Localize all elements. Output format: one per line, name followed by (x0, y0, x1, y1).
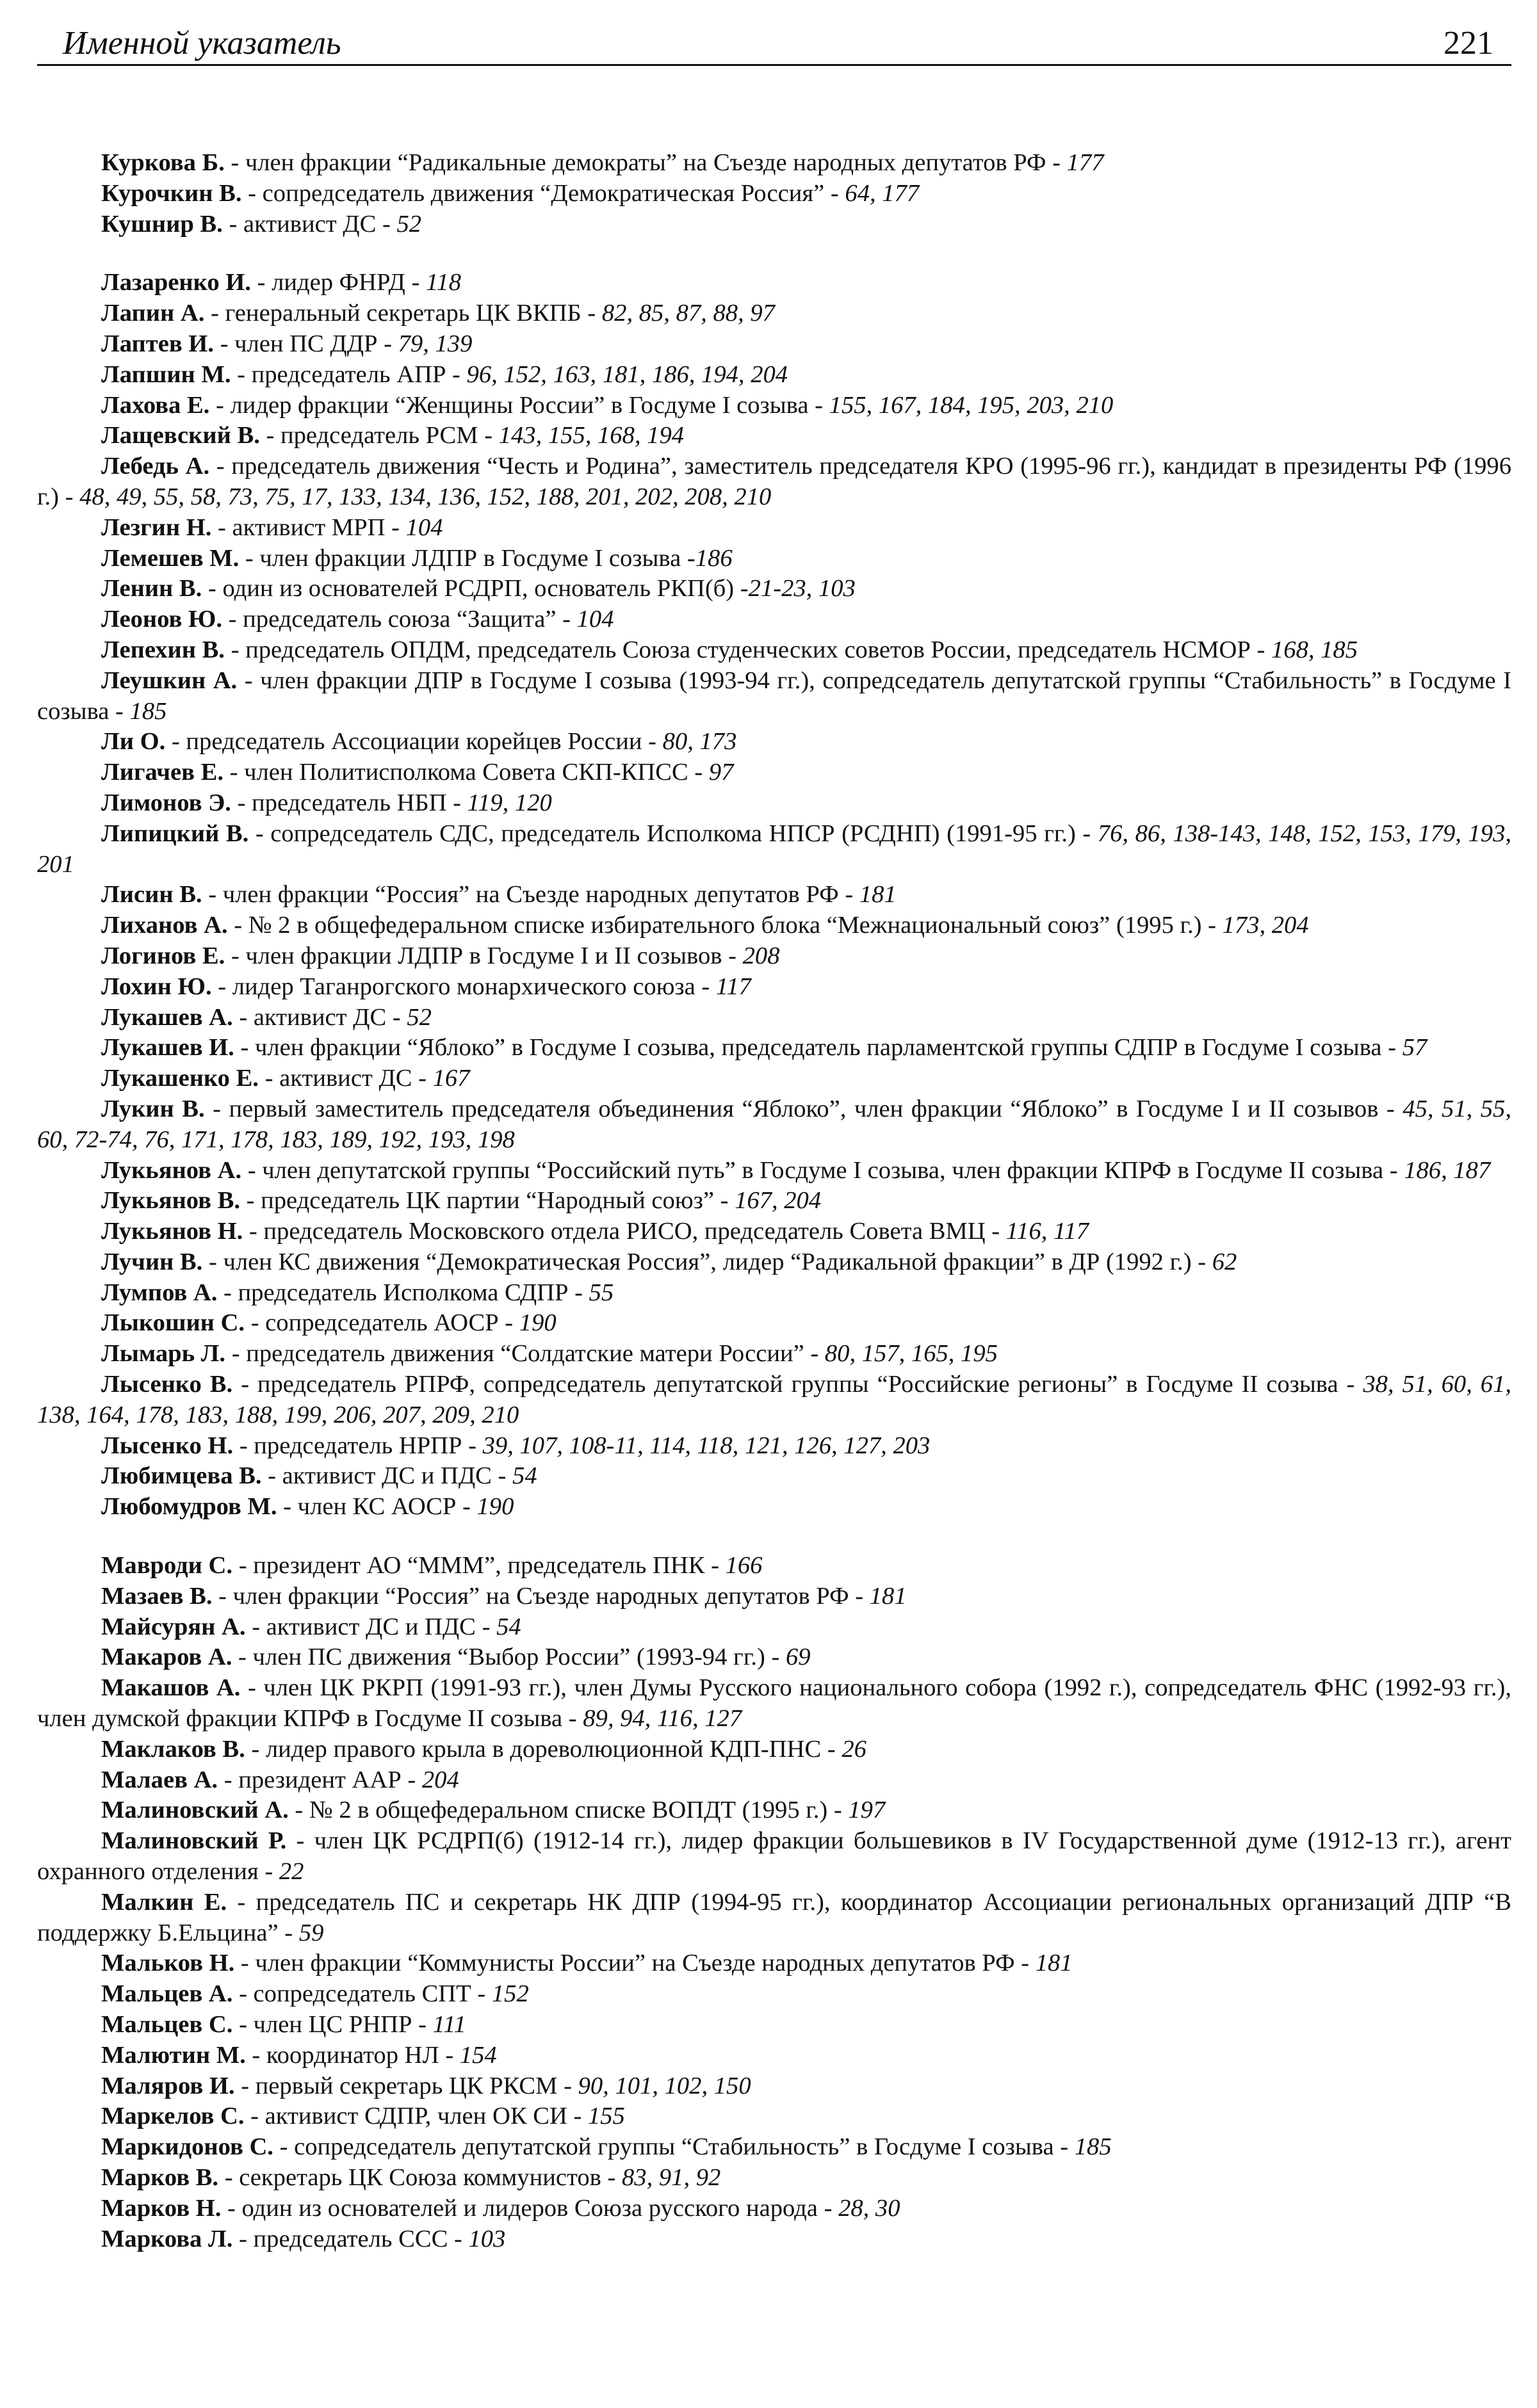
entry-name: Мальцев А. (101, 1980, 233, 2008)
entry-description: - активист ДС и ПДС - (245, 1613, 497, 1640)
entry-description: - активист МРП - (211, 513, 406, 541)
entry-name: Лысенко В. (101, 1371, 233, 1398)
index-entry (37, 1979, 1511, 2010)
entry-description: - сопредседатель движения “Демократическая Россия” - (241, 179, 845, 207)
index-entry (37, 2071, 1511, 2102)
index-entry (37, 880, 1511, 910)
index-entry (37, 1642, 1511, 1673)
index-entry (37, 2224, 1511, 2255)
entry-name: Лапин А. (101, 300, 205, 327)
entry-name: Любомудров М. (101, 1493, 277, 1521)
index-entry (37, 574, 1511, 604)
index-entry (37, 1612, 1511, 1643)
entry-name: Маркова Л. (101, 2225, 233, 2252)
entry-description: - президент АО “МММ”, председатель ПНК - (232, 1552, 726, 1580)
entry-page-refs: 59 (298, 1919, 324, 1946)
entry-description: - член КС АОСР - (277, 1493, 477, 1521)
entry-name: Лимонов Э. (101, 789, 231, 816)
entry-name: Кушнир В. (101, 210, 223, 238)
entry-description: - сопредседатель депутатской группы “Стабильность” в Госдуме I созыва - (273, 2133, 1075, 2161)
entry-name: Мавроди С. (101, 1552, 233, 1580)
entry-page-refs: 117 (715, 973, 751, 1000)
index-entry (37, 1734, 1511, 1765)
entry-name: Малютин М. (101, 2041, 246, 2069)
entry-page-refs: 167 (432, 1065, 470, 1092)
entry-page-refs: 111 (432, 2011, 466, 2039)
entry-description: - лидер правого крыла в дореволюционной КДП-ПНС - (245, 1735, 842, 1763)
entry-page-refs: 186 (695, 544, 733, 572)
entry-page-refs: 167, 204 (735, 1187, 822, 1215)
entry-page-refs: 52 (396, 210, 422, 238)
entry-page-refs: 54 (512, 1462, 537, 1490)
index-entry (37, 1581, 1511, 1612)
index-entry (37, 1156, 1511, 1186)
entry-page-refs: 83, 91, 92 (622, 2164, 721, 2191)
entry-description: - член ПС движения “Выбор России” (1993-94 гг.) - (232, 1644, 786, 1671)
entry-name: Мазаев В. (101, 1582, 213, 1610)
index-entry (37, 1247, 1511, 1278)
entry-name: Маклаков В. (101, 1735, 245, 1763)
entry-name: Мальков Н. (101, 1950, 235, 1977)
entry-page-refs: 208 (742, 942, 780, 969)
entry-description: - член депутатской группы “Российский путь” в Госдуме I созыва, член фракции КПРФ в Госдуме II созыва - (241, 1156, 1404, 1184)
entry-page-refs: 90, 101, 102, 150 (578, 2072, 751, 2099)
index-entry (37, 941, 1511, 972)
entry-name: Маркидонов С. (101, 2133, 273, 2161)
entry-name: Макашов А. (101, 1674, 241, 1702)
entry-description: - член фракции ЛДПР в Госдуме I и II созывов - (225, 942, 743, 969)
entry-description: - председатель АПР - (231, 360, 467, 388)
entry-name: Лиханов А. (101, 912, 228, 939)
entry-page-refs: 185 (1074, 2133, 1112, 2161)
entry-name: Лукашев А. (101, 1003, 233, 1031)
entry-name: Лезгин Н. (101, 513, 212, 541)
index-entry (37, 451, 1511, 513)
page-number: 221 (1443, 25, 1493, 61)
entry-description: - председатель НБП - (231, 789, 468, 816)
running-header (37, 15, 1511, 66)
entry-page-refs: 76, 86, 138-143, 148, 152, 153, 179, 193, 201 (37, 820, 1511, 878)
index-entry (37, 2194, 1511, 2224)
entry-description: - председатель Исполкома СДПР - (217, 1279, 589, 1306)
entry-page-refs: 28, 30 (838, 2194, 900, 2222)
entry-description: - член ЦС РНПР - (232, 2011, 433, 2039)
entry-page-refs: 97 (708, 759, 734, 786)
entry-name: Маркелов С. (101, 2103, 245, 2130)
entry-description: - член ЦК РКРП (1991-93 гг.), член Думы Русского национального собора (1992 г.), сопредседатель ФНС (1992-93 гг.), член думской фракции КПРФ в Госдуме II созыва - (37, 1674, 1512, 1733)
index-entry (37, 666, 1511, 727)
index-entry (37, 1431, 1511, 1462)
index-entry (37, 360, 1511, 391)
entry-page-refs: 89, 94, 116, 127 (583, 1705, 742, 1733)
index-entry (37, 329, 1511, 360)
index-entry (37, 1033, 1511, 1063)
entry-description: - председатель ЦК партии “Народный союз” - (240, 1187, 735, 1215)
entry-page-refs: 197 (848, 1797, 886, 1824)
entry-description: - первый заместитель председателя объединения “Яблоко”, член фракции “Яблоко” в Госдуме I и II созывов - (204, 1095, 1403, 1122)
entry-page-refs: 177 (1066, 149, 1104, 176)
entry-description: - председатель ПС и секретарь НК ДПР (1994-95 гг.), координатор Ассоциации региональных организаций ДПР “В поддержку Б.Ельцина” - (37, 1888, 1511, 1946)
index-entry (37, 2101, 1511, 2132)
entry-name: Курочкин В. (101, 179, 242, 207)
entry-name: Майсурян А. (101, 1613, 246, 1640)
entry-page-refs: 181 (859, 881, 897, 909)
index-entry (37, 2040, 1511, 2071)
entry-description: - председатель движения “Солдатские матери России” - (225, 1340, 825, 1368)
index-entry (37, 1278, 1511, 1309)
index-entry (37, 1003, 1511, 1033)
entry-description: - председатель ССС - (232, 2225, 469, 2252)
index-entry (37, 2132, 1511, 2163)
entry-name: Макаров А. (101, 1644, 232, 1671)
entry-description: - председатель союза “Защита” - (222, 606, 577, 633)
index-entry (37, 268, 1511, 298)
entry-name: Куркова Б. (101, 149, 225, 176)
entry-page-refs: 154 (459, 2041, 497, 2069)
entry-description: - председатель ОПДМ, председатель Союза студенческих советов России, председатель НСМОР - (224, 636, 1271, 663)
entry-description: - активист ДС - (232, 1003, 407, 1031)
entry-page-refs: 22 (279, 1858, 304, 1886)
index-entry (37, 1063, 1511, 1094)
entry-page-refs: 54 (496, 1613, 521, 1640)
entry-description: - № 2 в общефедеральном списке ВОПДТ (1995 г.) - (288, 1797, 849, 1824)
entry-description: - лидер Таганрогского монархического союза - (211, 973, 716, 1000)
index-entry (37, 788, 1511, 819)
index-entry (37, 1887, 1511, 1949)
index-entry (37, 819, 1511, 880)
entry-name: Малкин Е. (101, 1888, 227, 1916)
entry-name: Лебедь А. (101, 453, 210, 480)
entry-page-refs: 48, 49, 55, 58, 73, 75, 17, 133, 134, 136, 152, 188, 201, 202, 208, 210 (79, 483, 772, 510)
entry-name: Лукьянов А. (101, 1156, 242, 1184)
entry-description: - активист ДС - (258, 1065, 433, 1092)
index-entry (37, 1461, 1511, 1492)
entry-description: - № 2 в общефедеральном списке избирательного блока “Межнациональный союз” (1995 г.) - (227, 912, 1223, 939)
entry-name: Липицкий В. (101, 820, 249, 847)
index-entry (37, 1370, 1511, 1431)
entry-name: Малиновский А. (101, 1797, 289, 1824)
entry-name: Лукашенко Е. (101, 1065, 259, 1092)
entry-description: - лидер фракции “Женщины России” в Госдуме I созыва - (209, 391, 829, 419)
entry-name: Лукьянов Н. (101, 1218, 243, 1245)
entry-page-refs: 26 (842, 1735, 866, 1763)
index-letter-group (37, 1551, 1511, 2254)
index-entry (37, 727, 1511, 757)
entry-name: Лащевский В. (101, 422, 260, 449)
entry-name: Логинов Е. (101, 942, 225, 969)
entry-description: - генеральный секретарь ЦК ВКПБ - (204, 300, 602, 327)
entry-description: - сопредседатель СПТ - (232, 1980, 492, 2008)
index-entry (37, 1186, 1511, 1216)
entry-name: Малиновский Р. (101, 1827, 287, 1855)
entry-description: - первый секретарь ЦК РКСМ - (234, 2072, 578, 2099)
index-entry (37, 1094, 1511, 1156)
index-entry (37, 1492, 1511, 1523)
name-index (37, 148, 1511, 2254)
running-header-title: Именной указатель (63, 25, 341, 61)
index-entry (37, 544, 1511, 574)
index-entry (37, 1826, 1511, 1887)
entry-page-refs: 96, 152, 163, 181, 186, 194, 204 (466, 360, 788, 388)
entry-description: - член КС движения “Демократическая Россия”, лидер “Радикальной фракции” в ДР (1992 г.) - (202, 1248, 1212, 1275)
entry-description: - член фракции “Россия” на Съезде народных депутатов РФ - (212, 1582, 870, 1610)
entry-page-refs: 82, 85, 87, 88, 97 (601, 300, 775, 327)
entry-page-refs: 186, 187 (1404, 1156, 1491, 1184)
entry-page-refs: 62 (1212, 1248, 1237, 1275)
index-letter-group (37, 148, 1511, 239)
entry-name: Лепехин В. (101, 636, 225, 663)
entry-name: Лапшин М. (101, 360, 231, 388)
entry-description: - член фракции “Яблоко” в Госдуме I созыва, председатель парламентской группы СДПР в Госдуме I созыва - (234, 1034, 1403, 1062)
index-entry (37, 910, 1511, 941)
entry-description: - активист СДПР, член ОК СИ - (244, 2103, 588, 2130)
entry-page-refs: 116, 117 (1005, 1218, 1089, 1245)
entry-name: Марков В. (101, 2164, 219, 2191)
entry-page-refs: 79, 139 (398, 330, 473, 357)
entry-page-refs: 104 (576, 606, 614, 633)
entry-name: Леушкин А. (101, 667, 238, 694)
index-entry (37, 1948, 1511, 1979)
index-entry (37, 1795, 1511, 1826)
entry-name: Лохин Ю. (101, 973, 212, 1000)
entry-page-refs: 181 (869, 1582, 907, 1610)
entry-name: Лаптев И. (101, 330, 214, 357)
entry-page-refs: 118 (426, 269, 462, 296)
entry-name: Маляров И. (101, 2072, 235, 2099)
index-entry (37, 1339, 1511, 1370)
entry-description: - член фракции “Радикальные демократы” на Съезде народных депутатов РФ - (224, 149, 1067, 176)
entry-description: - председатель Ассоциации корейцев России - (165, 728, 663, 756)
index-entry (37, 1308, 1511, 1339)
entry-description: - член ЦК РСДРП(б) (1912-14 гг.), лидер фракции большевиков в IV Государственной думе (1912-13 гг.), агент охранного отделения - (37, 1827, 1511, 1886)
entry-page-refs: 103 (468, 2225, 506, 2252)
entry-description: - председатель РПРФ, сопредседатель депутатской группы “Российские регионы” в Госдуме II созыва - (232, 1371, 1363, 1398)
index-entry (37, 209, 1511, 240)
entry-name: Лукашев И. (101, 1034, 234, 1062)
index-entry (37, 421, 1511, 451)
index-entry (37, 2010, 1511, 2040)
entry-name: Лазаренко И. (101, 269, 251, 296)
entry-page-refs: 69 (785, 1644, 811, 1671)
index-entry (37, 604, 1511, 635)
entry-description: - председатель НРПР - (233, 1432, 483, 1459)
entry-page-refs: 181 (1035, 1950, 1073, 1977)
entry-description: - председатель Московского отдела РИСО, председатель Совета ВМЦ - (243, 1218, 1006, 1245)
entry-name: Марков Н. (101, 2194, 222, 2222)
entry-description: - сопредседатель СДС, председатель Исполкома НПСР (РСДНП) (1991-95 гг.) - (248, 820, 1098, 847)
index-entry (37, 1216, 1511, 1247)
entry-page-refs: 152 (491, 1980, 529, 2008)
entry-name: Лигачев Е. (101, 759, 224, 786)
index-entry (37, 513, 1511, 544)
entry-description: - член фракции “Россия” на Съезде народных депутатов РФ - (202, 881, 859, 909)
entry-page-refs: 80, 157, 165, 195 (824, 1340, 998, 1368)
entry-name: Лыкошин С. (101, 1309, 245, 1337)
entry-description: - координатор НЛ - (245, 2041, 460, 2069)
entry-name: Лемешев М. (101, 544, 240, 572)
entry-name: Малаев А. (101, 1766, 218, 1793)
entry-page-refs: 185 (129, 697, 167, 725)
entry-page-refs: 119, 120 (467, 789, 552, 816)
entry-page-refs: 45, 51, 55, 60, 72-74, 76, 171, 178, 183, 189, 192, 193, 198 (37, 1095, 1511, 1153)
entry-description: - президент ААР - (218, 1766, 422, 1793)
entry-page-refs: 204 (421, 1766, 459, 1793)
entry-description: - член фракции ЛДПР в Госдуме I созыва - (239, 544, 695, 572)
entry-page-refs: 143, 155, 168, 194 (498, 422, 685, 449)
entry-name: Лымарь Л. (101, 1340, 226, 1368)
entry-description: - один из основателей и лидеров Союза русского народа - (221, 2194, 839, 2222)
index-entry (37, 1765, 1511, 1796)
entry-name: Лукьянов В. (101, 1187, 240, 1215)
index-entry (37, 972, 1511, 1003)
entry-page-refs: 39, 107, 108-11, 114, 118, 121, 126, 127, 203 (482, 1432, 931, 1459)
entry-name: Лумпов А. (101, 1279, 218, 1306)
index-letter-group (37, 268, 1511, 1523)
entry-description: - сопредседатель АОСР - (245, 1309, 519, 1337)
entry-page-refs: 155, 167, 184, 195, 203, 210 (829, 391, 1114, 419)
index-entry (37, 179, 1511, 209)
entry-name: Леонов Ю. (101, 606, 223, 633)
entry-name: Лахова Е. (101, 391, 210, 419)
entry-name: Мальцев С. (101, 2011, 233, 2039)
entry-page-refs: 21-23, 103 (748, 575, 856, 602)
entry-name: Ленин В. (101, 575, 202, 602)
entry-page-refs: 166 (725, 1552, 763, 1580)
entry-page-refs: 64, 177 (845, 179, 920, 207)
index-entry (37, 298, 1511, 329)
entry-description: - один из основателей РСДРП, основатель РКП(б) - (202, 575, 749, 602)
entry-description: - член фракции ДПР в Госдуме I созыва (1993-94 гг.), сопредседатель депутатской группы “Стабильность” в Госдуме I созыва - (37, 667, 1511, 725)
entry-page-refs: 80, 173 (662, 728, 737, 756)
entry-name: Лисин В. (101, 881, 202, 909)
entry-name: Ли О. (101, 728, 166, 756)
index-entry (37, 635, 1511, 666)
entry-page-refs: 52 (407, 1003, 432, 1031)
entry-page-refs: 173, 204 (1222, 912, 1309, 939)
index-entry (37, 757, 1511, 788)
index-entry (37, 2163, 1511, 2194)
entry-page-refs: 190 (476, 1493, 514, 1521)
entry-page-refs: 57 (1402, 1034, 1427, 1062)
entry-description: - председатель движения “Честь и Родина”, заместитель председателя КРО (1995-96 гг.), кандидат в президенты РФ (1996 г.) - (37, 453, 1511, 510)
entry-page-refs: 190 (519, 1309, 557, 1337)
entry-description: - лидер ФНРД - (250, 269, 426, 296)
index-entry (37, 148, 1511, 179)
entry-name: Лучин В. (101, 1248, 203, 1275)
entry-page-refs: 155 (587, 2103, 625, 2130)
entry-description: - активист ДС - (222, 210, 397, 238)
entry-page-refs: 38, 51, 60, 61, 138, 164, 178, 183, 188, 199, 206, 207, 209, 210 (37, 1371, 1512, 1428)
entry-description: - член Политисполкома Совета СКП-КПСС - (223, 759, 709, 786)
entry-description: - председатель РСМ - (259, 422, 499, 449)
index-entry (37, 1551, 1511, 1581)
entry-name: Лысенко Н. (101, 1432, 234, 1459)
entry-page-refs: 168, 185 (1271, 636, 1358, 663)
entry-name: Любимцева В. (101, 1462, 262, 1490)
entry-name: Лукин В. (101, 1095, 205, 1122)
entry-description: - член фракции “Коммунисты России” на Съезде народных депутатов РФ - (234, 1950, 1036, 1977)
entry-description: - секретарь ЦК Союза коммунистов - (218, 2164, 622, 2191)
index-entry (37, 391, 1511, 421)
index-entry (37, 1673, 1511, 1734)
entry-page-refs: 104 (405, 513, 443, 541)
entry-description: - член ПС ДДР - (213, 330, 398, 357)
entry-page-refs: 55 (589, 1279, 614, 1306)
entry-description: - активист ДС и ПДС - (261, 1462, 513, 1490)
